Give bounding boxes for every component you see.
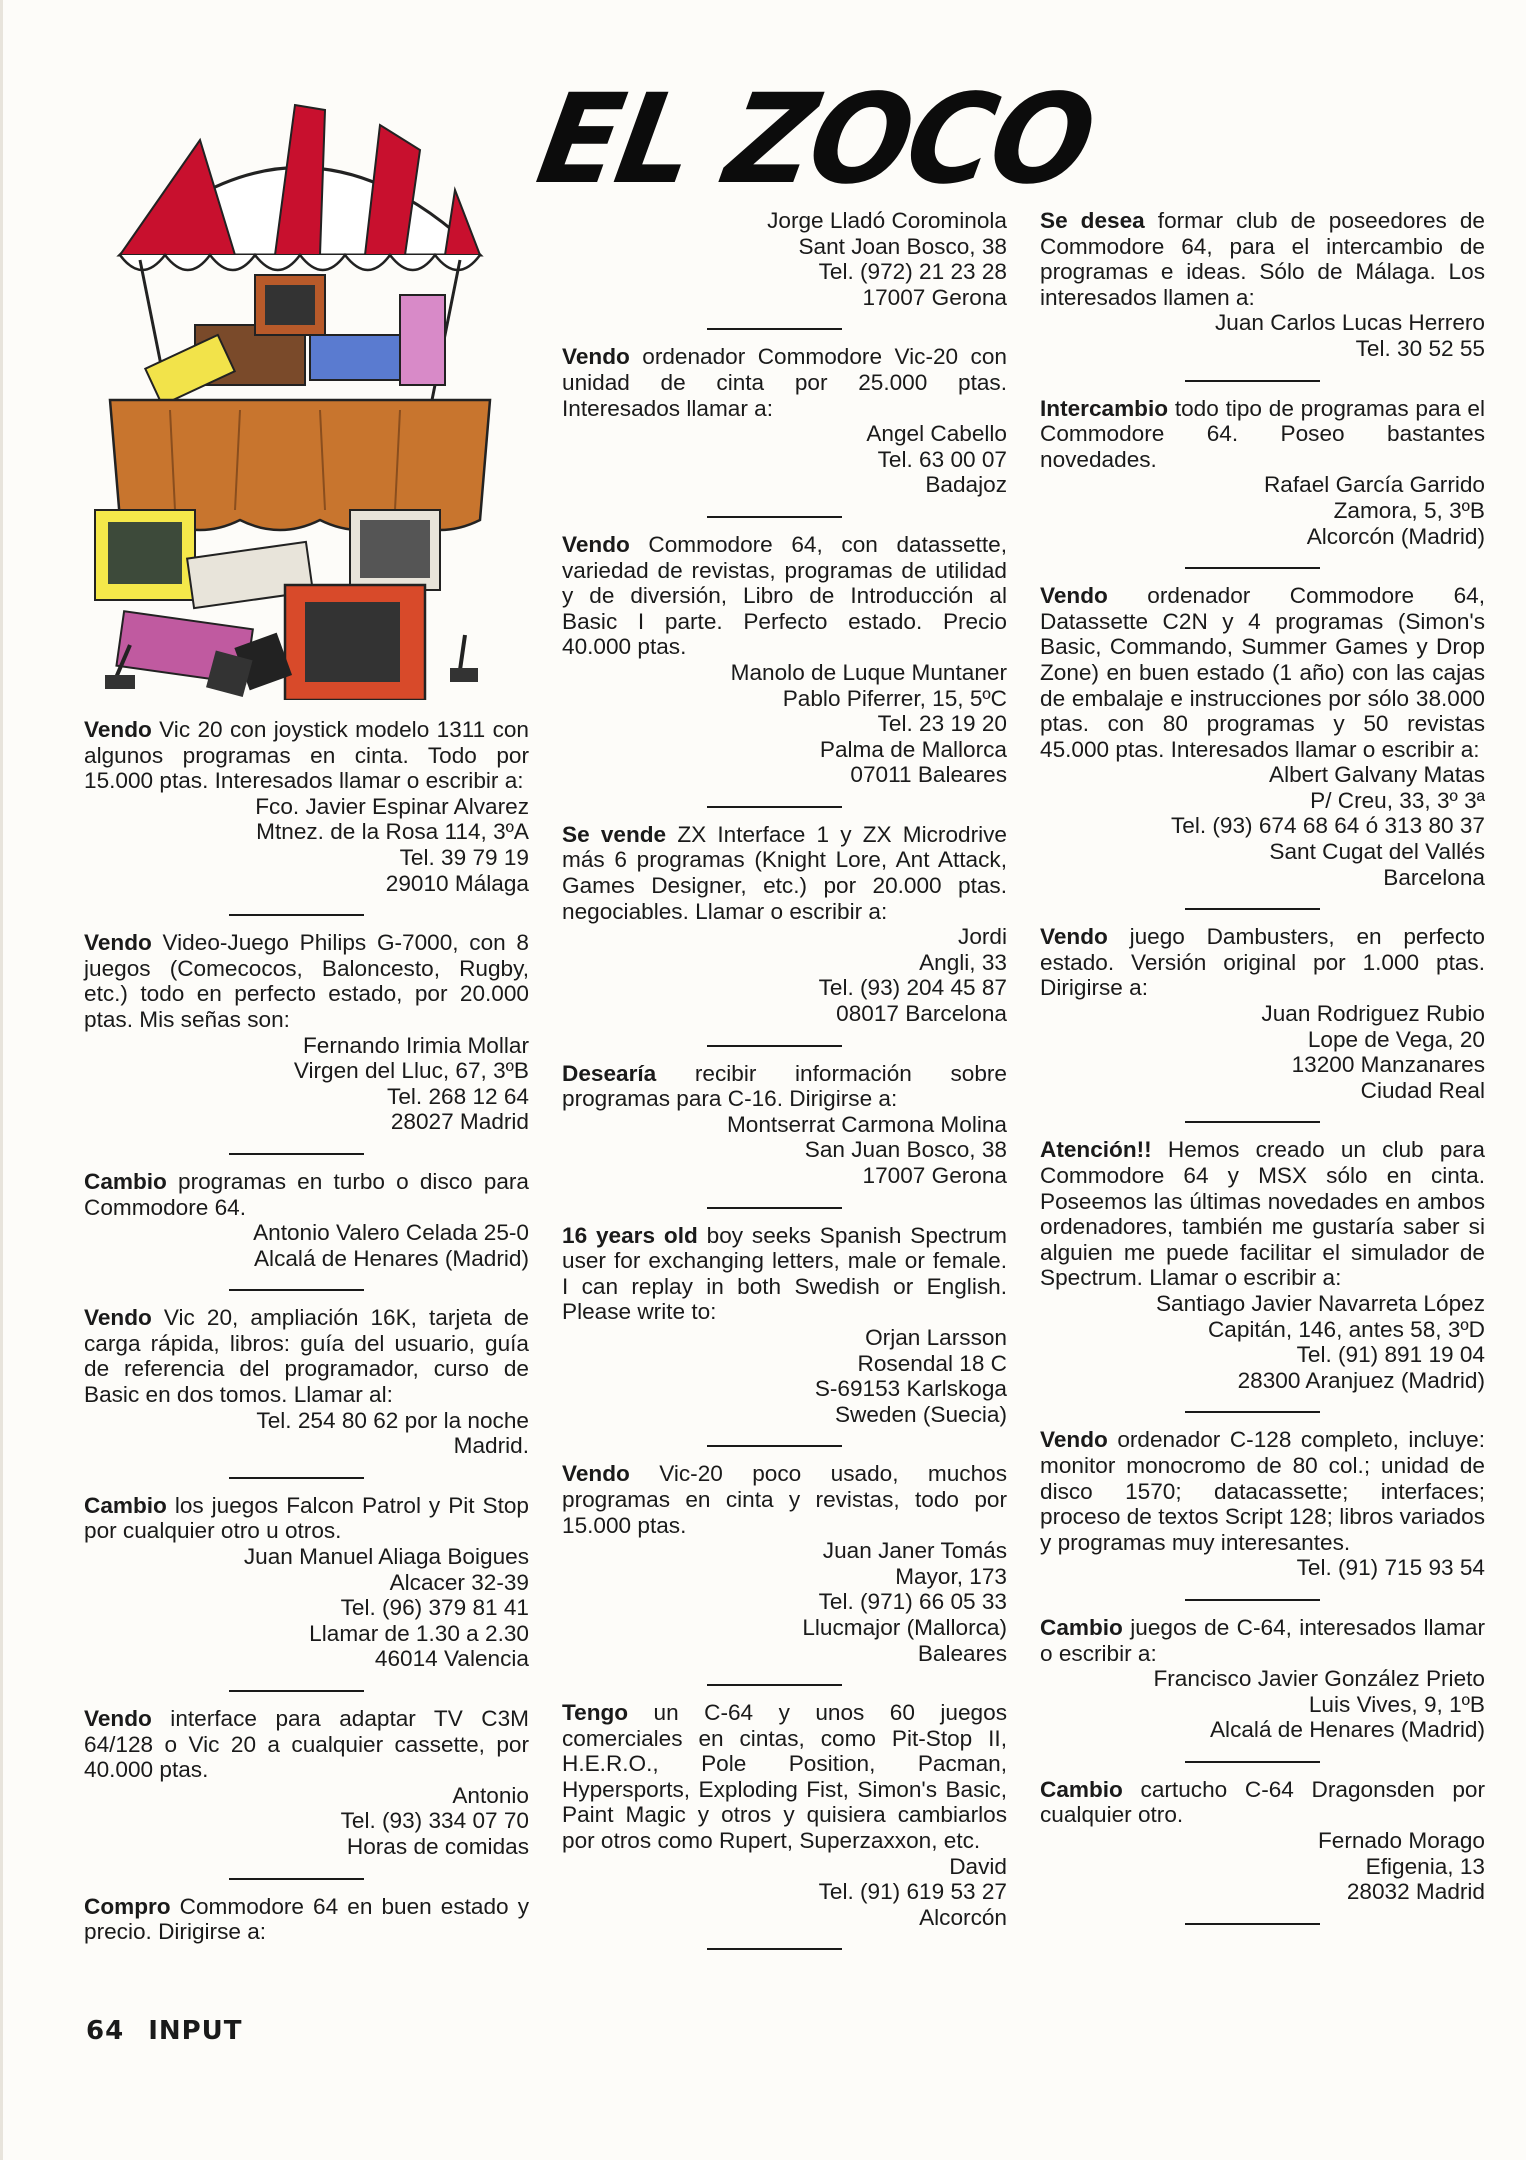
ad-body: ordenador C-128 completo, incluye: monitor monocromo de 80 col.; unidad de disco 1570; datacassette; interfaces; proceso de textos Script 128; libros variados y programas muy interesantes. [1040, 1427, 1485, 1555]
ad-contact-line: Llucmajor (Mallorca) [802, 1614, 1007, 1640]
ad-body: ordenador Commodore 64, Datassette C2N y 4 programas (Simon's Basic, Commando, Summer Games y Drop Zone) en buen estado (1 año) con las cajas de embalaje e instrucciones por sólo 38.000 ptas. con 80 programas y 50 revistas 45.000 ptas. Interesados llamar o escribir a: [1040, 583, 1485, 762]
ad-text [562, 1700, 1007, 1854]
ad-contact-line: Lope de Vega, 20 [1307, 1026, 1485, 1052]
page-title-text: EL ZOCO [528, 66, 1103, 212]
ad-keyword: Vendo [1040, 924, 1108, 950]
page-footer [86, 2016, 267, 2046]
classified-ad [562, 208, 1007, 310]
ad-text [1040, 1615, 1485, 1666]
ad-separator [1185, 1599, 1320, 1601]
ad-contact-line: Alcorcón (Madrid) [1306, 523, 1485, 549]
ad-body: juegos de C-64, interesados llamar o escribir a: [1040, 1614, 1485, 1666]
ad-keyword: Cambio [1040, 1776, 1123, 1802]
classified-ad [84, 1169, 529, 1271]
ad-contact-line: Fco. Javier Espinar Alvarez [255, 793, 529, 819]
classified-ad [562, 1700, 1007, 1930]
ad-body: Vic 20, ampliación 16K, tarjeta de carga rápida, libros: guía del usuario, guía de referencia del programador, curso de Basic en dos tomos. Llamar al: [84, 1305, 529, 1408]
classified-ad [1040, 1427, 1485, 1581]
ad-keyword: Se desea [1040, 208, 1145, 233]
ad-contact-line: Antonio Valero Celada 25-0 [253, 1220, 529, 1246]
ad-contact-line: Tel. 63 00 07 [877, 446, 1007, 472]
ad-contact-line: 07011 Baleares [850, 762, 1007, 788]
classified-ad [1040, 924, 1485, 1103]
ad-contact-line: Madrid. [453, 1433, 529, 1459]
ad-text [562, 532, 1007, 660]
ad-separator [707, 516, 842, 518]
ad-text [84, 930, 529, 1032]
ad-body: Vic-20 poco usado, muchos programas en cinta y revistas, todo por 15.000 ptas. [562, 1461, 1007, 1538]
ad-separator [707, 328, 842, 330]
ad-contact-line: Antonio [452, 1782, 529, 1808]
classified-ad [84, 717, 529, 896]
ad-separator [229, 1878, 364, 1880]
ad-contact-line: Mtnez. de la Rosa 114, 3ºA [256, 819, 529, 845]
ad-contact-line: Baleares [917, 1640, 1007, 1666]
ad-keyword: Cambio [84, 1492, 167, 1518]
ad-contact-line: Tel. (93) 334 07 70 [340, 1808, 529, 1834]
ad-body: programas en turbo o disco para Commodore 64. [84, 1168, 529, 1220]
ad-separator [229, 914, 364, 916]
classified-ad [1040, 396, 1485, 550]
ad-text [1040, 1137, 1485, 1291]
ad-contact-line: Manolo de Luque Muntaner [730, 659, 1007, 685]
ad-body: recibir información sobre programas para C-16. Dirigirse a: [562, 1060, 1007, 1112]
ad-text [1040, 208, 1485, 310]
classified-ad [562, 822, 1007, 1027]
ad-contact-line: Mayor, 173 [895, 1563, 1007, 1589]
ad-separator [1185, 567, 1320, 569]
ad-contact-line: Ciudad Real [1360, 1077, 1485, 1103]
ad-body: los juegos Falcon Patrol y Pit Stop por cualquier otro u otros. [84, 1492, 529, 1544]
ad-text [1040, 1427, 1485, 1555]
ad-separator [1185, 1923, 1320, 1925]
ad-contact-line: Tel. (972) 21 23 28 [818, 259, 1007, 285]
ad-contact-line: 17007 Gerona [862, 284, 1007, 310]
ad-separator [707, 1045, 842, 1047]
ad-separator [1185, 1121, 1320, 1123]
magazine-name: INPUT [148, 2016, 243, 2046]
ad-text [562, 344, 1007, 421]
ad-contact-line: Zamora, 5, 3ºB [1333, 497, 1485, 523]
ad-separator [707, 1445, 842, 1447]
ad-body: boy seeks Spanish Spectrum user for exchanging letters, male or female. I can replay in both Swedish or English. Please write to: [562, 1222, 1007, 1325]
ad-contact-line: Sant Cugat del Vallés [1269, 839, 1485, 865]
ad-keyword: Desearía [562, 1060, 657, 1086]
ad-contact-line: Juan Rodriguez Rubio [1261, 1001, 1485, 1027]
ad-contact-line: Capitán, 146, antes 58, 3ºD [1207, 1316, 1485, 1342]
ad-contact-line: Alcalá de Henares (Madrid) [1209, 1717, 1485, 1743]
ad-text [1040, 583, 1485, 762]
ad-body: un C-64 y unos 60 juegos comerciales en cintas, como Pit-Stop II, H.E.R.O., Pole Position, Pacman, Hypersports, Exploding Fist, Simon's Basic, Paint Magic y otros y quisiera cambiarlos por otros como Rupert, Superzaxxon, etc. [562, 1700, 1007, 1854]
ad-text [562, 1061, 1007, 1112]
ad-contact-line: Alcacer 32-39 [389, 1569, 529, 1595]
classified-ad [562, 1461, 1007, 1666]
ad-contact-line: Fernando Irimia Mollar [302, 1032, 529, 1058]
ad-contact-line: 46014 Valencia [374, 1646, 529, 1672]
ad-body: Vic 20 con joystick modelo 1311 con algunos programas en cinta. Todo por 15.000 ptas. Interesados llamar o escribir a: [84, 717, 529, 794]
ad-contact-line: Tel. (93) 674 68 64 ó 313 80 37 [1170, 813, 1485, 839]
ad-contact-line: Tel. 268 12 64 [387, 1083, 529, 1109]
classified-ad [1040, 583, 1485, 890]
ad-text [84, 1706, 529, 1783]
ad-separator [229, 1477, 364, 1479]
ad-contact-line: Llamar de 1.30 a 2.30 [309, 1620, 529, 1646]
ad-contact-line: Tel. (91) 619 53 27 [818, 1879, 1007, 1905]
column-2 [562, 208, 1007, 1964]
ad-body: Hemos creado un club para Commodore 64 y MSX sólo en cinta. Poseemos las últimas novedades en ambos ordenadores, también me gustaría saber si alguien me puede facilitar el simulador de Spectrum. Llamar o escribir a: [1040, 1137, 1485, 1291]
classified-ad [84, 930, 529, 1135]
ad-keyword: 16 years old [562, 1222, 698, 1248]
ad-keyword: Vendo [562, 531, 630, 557]
ad-body: interface para adaptar TV C3M 64/128 o Vic 20 a cualquier cassette, por 40.000 ptas. [84, 1706, 529, 1783]
ad-text [562, 1223, 1007, 1325]
ad-contact-line: Juan Janer Tomás [822, 1538, 1007, 1564]
ad-contact-line: Tel. (91) 715 93 54 [1296, 1555, 1485, 1581]
ad-separator [229, 1289, 364, 1291]
ad-contact-line: Luis Vives, 9, 1ºB [1308, 1691, 1485, 1717]
ad-text [1040, 1777, 1485, 1828]
ad-contact-line: Santiago Javier Navarreta López [1155, 1290, 1485, 1316]
ad-body: Commodore 64 en buen estado y precio. Dirigirse a: [84, 1893, 529, 1945]
classified-ad [562, 1061, 1007, 1189]
ad-separator [1185, 1761, 1320, 1763]
ad-contact-line: 28027 Madrid [390, 1109, 529, 1135]
ad-contact-line: Montserrat Carmona Molina [726, 1111, 1007, 1137]
ad-keyword: Vendo [84, 930, 152, 956]
market-stall-illustration [60, 80, 540, 700]
ad-contact-line: Fernado Morago [1317, 1828, 1485, 1854]
ad-contact-line: Rafael García Garrido [1263, 472, 1485, 498]
ad-keyword: Atención!! [1040, 1137, 1152, 1163]
ad-separator [707, 1948, 842, 1950]
classified-ad [1040, 208, 1485, 362]
ad-text [84, 717, 529, 794]
ad-text [562, 822, 1007, 924]
ad-body: ordenador Commodore Vic-20 con unidad de cinta por 25.000 ptas. Interesados llamar a: [562, 344, 1007, 421]
ad-contact-line: San Juan Bosco, 38 [804, 1137, 1007, 1163]
ad-separator [707, 806, 842, 808]
ad-contact-line: 28032 Madrid [1346, 1879, 1485, 1905]
ad-keyword: Vendo [562, 344, 630, 370]
ad-contact-line: Alcalá de Henares (Madrid) [253, 1245, 529, 1271]
ad-contact-line: Francisco Javier González Prieto [1153, 1666, 1485, 1692]
ad-contact-line: Sant Joan Bosco, 38 [798, 233, 1007, 259]
ad-contact-line: Tel. (93) 204 45 87 [818, 975, 1007, 1001]
ad-separator [229, 1690, 364, 1692]
ad-contact-line: Badajoz [925, 472, 1007, 498]
ad-contact-line: Palma de Mallorca [819, 736, 1007, 762]
ad-body: todo tipo de programas para el Commodore 64. Poseo bastantes novedades. [1040, 395, 1485, 472]
ad-separator [1185, 380, 1320, 382]
ad-keyword: Vendo [562, 1461, 630, 1487]
ad-contact-line: 29010 Málaga [385, 870, 529, 896]
ad-keyword: Compro [84, 1893, 171, 1919]
ad-contact-line: Juan Carlos Lucas Herrero [1215, 310, 1485, 336]
ad-text [1040, 924, 1485, 1001]
classified-ad [1040, 1615, 1485, 1743]
ad-contact-line: Jorge Lladó Corominola [767, 208, 1007, 233]
classified-ad [562, 532, 1007, 788]
ad-keyword: Tengo [562, 1700, 629, 1726]
ad-body: formar club de poseedores de Commodore 64, para el intercambio de programas e ideas. Sólo de Málaga. Los interesados llamen a: [1040, 208, 1486, 310]
ad-contact-line: 28300 Aranjuez (Madrid) [1237, 1367, 1485, 1393]
ad-separator [707, 1684, 842, 1686]
ad-separator [1185, 908, 1320, 910]
classified-ad [84, 1894, 529, 1945]
column-3 [1040, 208, 1485, 1939]
ad-text [84, 1305, 529, 1407]
ad-contact-line: 17007 Gerona [862, 1163, 1007, 1188]
classified-ad [562, 344, 1007, 498]
ad-contact-line: Tel. (96) 379 81 41 [340, 1595, 529, 1621]
ad-contact-line: Orjan Larsson [865, 1324, 1007, 1350]
classified-ad [84, 1305, 529, 1459]
ad-contact-line: Efigenia, 13 [1365, 1853, 1485, 1879]
ad-keyword: Vendo [84, 717, 152, 742]
ad-contact-line: David [949, 1853, 1007, 1879]
classified-ad [1040, 1137, 1485, 1393]
ad-keyword: Intercambio [1040, 395, 1169, 421]
ad-contact-line: Tel. 39 79 19 [399, 844, 529, 870]
ad-contact-line: S-69153 Karlskoga [814, 1376, 1007, 1402]
ad-contact-line: Tel. (91) 891 19 04 [1296, 1342, 1485, 1368]
ad-text [562, 1461, 1007, 1538]
ad-keyword: Se vende [562, 821, 667, 847]
ad-keyword: Vendo [1040, 583, 1108, 609]
ad-keyword: Vendo [84, 1305, 152, 1331]
ad-contact-line: Horas de comidas [346, 1833, 529, 1859]
ad-text [84, 1493, 529, 1544]
ad-body: ZX Interface 1 y ZX Microdrive más 6 programas (Knight Lore, Ant Attack, Games Designer, etc.) por 20.000 ptas. negociables. Llamar o escribir a: [562, 821, 1007, 924]
ad-contact-line: Albert Galvany Matas [1269, 762, 1485, 788]
ad-separator [229, 1153, 364, 1155]
classified-ad [84, 1493, 529, 1672]
ad-contact-line: Barcelona [1383, 864, 1485, 890]
ad-contact-line: P/ Creu, 33, 3º 3ª [1310, 787, 1485, 813]
page-title [528, 60, 1103, 212]
ad-body: juego Dambusters, en perfecto estado. Versión original por 1.000 ptas. Dirigirse a: [1040, 924, 1485, 1001]
ad-keyword: Cambio [1040, 1614, 1123, 1640]
ad-contact-line: Tel. 254 80 62 por la noche [256, 1407, 529, 1433]
column-1 [84, 717, 529, 1957]
ad-keyword: Cambio [84, 1168, 167, 1194]
ad-separator [1185, 1411, 1320, 1413]
ad-text [1040, 396, 1485, 473]
ad-contact-line: Sweden (Suecia) [834, 1401, 1007, 1427]
ad-contact-line: Pablo Piferrer, 15, 5ºC [782, 685, 1007, 711]
ad-contact-line: Angli, 33 [919, 949, 1007, 975]
classified-ad [1040, 1777, 1485, 1905]
ad-body: cartucho C-64 Dragonsden por cualquier otro. [1040, 1776, 1485, 1828]
ad-contact-line: Virgen del Lluc, 67, 3ºB [293, 1058, 529, 1084]
ad-contact-line: Angel Cabello [866, 421, 1007, 447]
ad-contact-line: Tel. 30 52 55 [1355, 335, 1485, 361]
ad-keyword: Vendo [84, 1706, 152, 1731]
ad-contact-line: Tel. (971) 66 05 33 [818, 1589, 1007, 1615]
ad-contact-line: 13200 Manzanares [1291, 1052, 1485, 1078]
ad-contact-line: Jordi [958, 924, 1007, 950]
ad-keyword: Vendo [1040, 1427, 1108, 1453]
ad-contact-line: Juan Manuel Aliaga Boigues [243, 1544, 529, 1570]
classified-ad [562, 1223, 1007, 1428]
classified-ad [84, 1706, 529, 1860]
ad-text [84, 1169, 529, 1220]
ad-contact-line: Alcorcón [919, 1904, 1007, 1930]
ad-contact-line: Rosendal 18 C [857, 1350, 1007, 1376]
ad-body: Video-Juego Philips G-7000, con 8 juegos (Comecocos, Baloncesto, Rugby, etc.) todo en perfecto estado, por 20.000 ptas. Mis señas son: [84, 930, 529, 1032]
ad-separator [707, 1207, 842, 1209]
page-number: 64 [86, 2016, 125, 2046]
ad-contact-line: 08017 Barcelona [836, 1001, 1007, 1027]
ad-text [84, 1894, 529, 1945]
ad-body: Commodore 64, con datassette, variedad de revistas, programas de utilidad y de diversión, Libro de Introducción al Basic I parte. Perfecto estado. Precio 40.000 ptas. [562, 531, 1007, 660]
ad-contact-line: Tel. 23 19 20 [877, 711, 1007, 737]
market-stall-with-computers-icon [60, 80, 540, 700]
